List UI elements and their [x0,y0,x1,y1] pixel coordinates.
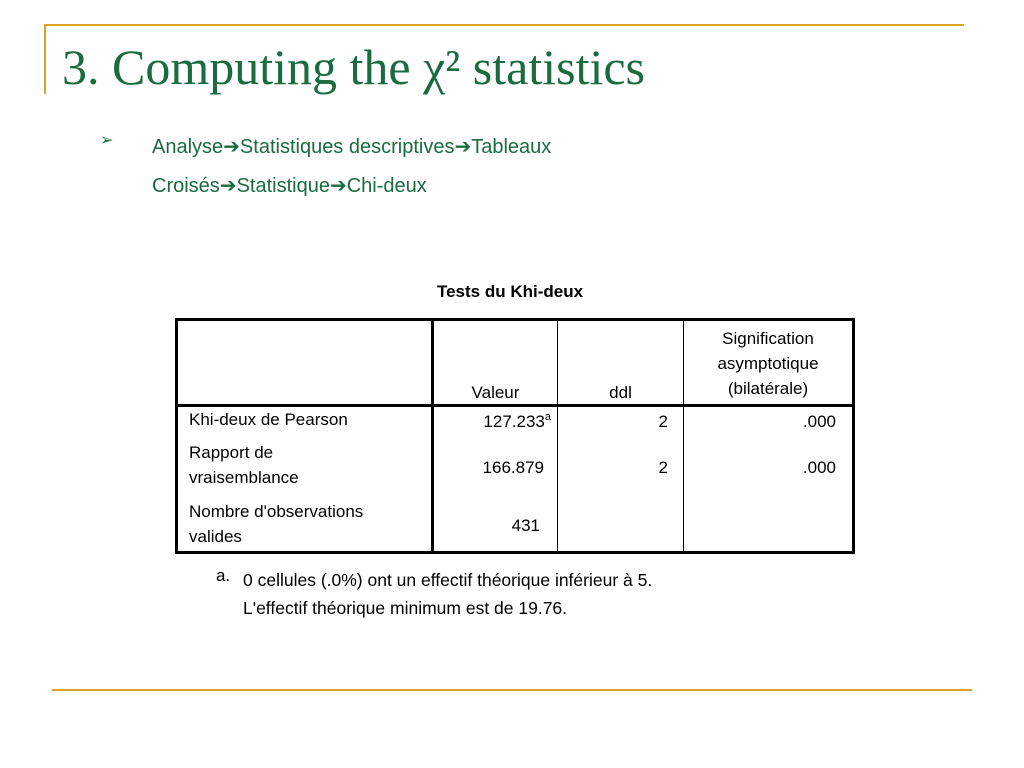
footnote-line-2: L'effectif théorique minimum est de 19.76. [243,598,568,618]
arrow-right-icon: ➔ [219,175,237,197]
menu-path-line-1 [152,128,551,167]
row-label-observations-line-2: valides [189,527,242,546]
header-signification [684,326,852,401]
row-vraisemblance-value: 166.879 [482,458,544,477]
row-pearson-value [434,409,551,434]
table-border-bottom [175,551,855,554]
table-title: Tests du Khi-deux [436,282,584,301]
menu-path-tableaux: Tableaux [471,136,552,158]
menu-path-analyse: Analyse [152,136,224,158]
header-sig-line-1: Signification [722,329,814,348]
slide-title: 3. Computing the χ² statistics [62,39,646,95]
menu-path-line-2 [152,167,551,206]
row-pearson-ddl: 2 [658,412,668,431]
row-label-vraisemblance-line-1: Rapport de [189,443,274,462]
row-label-vraisemblance [189,440,299,490]
row-vraisemblance-ddl: 2 [658,458,668,477]
bullet-arrow-icon: ➢ [100,132,114,149]
menu-path-statistique: Statistique [236,175,330,197]
pearson-value-number: 127.233 [483,412,545,431]
row-label-vraisemblance-line-2: vraisemblance [189,468,299,487]
footnote-line-1: 0 cellules (.0%) ont un effectif théorique inférieur à 5. [243,570,653,590]
row-vraisemblance-sig: .000 [802,458,836,477]
menu-path-croises: Croisés [152,175,220,197]
table-column-separator-1 [557,318,558,554]
footnote-ref: a [544,411,551,423]
menu-path-chi-deux: Chi-deux [346,175,427,197]
menu-path-statistiques-descriptives: Statistiques descriptives [239,136,455,158]
row-label-observations-line-1: Nombre d'observations [189,502,364,521]
arrow-right-icon: ➔ [329,175,347,197]
table-border-right [852,318,855,554]
top-rule-vertical [44,24,46,94]
table-footnote [243,566,652,622]
arrow-right-icon: ➔ [454,136,472,158]
row-label-pearson: Khi-deux de Pearson [189,410,348,429]
footnote-mark: a. [216,566,231,585]
bottom-rule [52,689,972,691]
header-valeur: Valeur [471,383,520,402]
row-pearson-sig: .000 [802,412,836,431]
row-observations-value: 431 [511,516,540,535]
header-sig-line-2: asymptotique [717,354,819,373]
table-border-top [175,318,855,321]
arrow-right-icon: ➔ [223,136,240,158]
top-rule-horizontal [44,24,964,26]
chi-square-table [175,318,855,554]
table-border-left [175,318,178,554]
menu-path [152,128,551,206]
header-ddl: ddl [609,383,632,402]
row-label-observations [189,499,363,549]
header-sig-line-3: (bilatérale) [727,379,809,398]
